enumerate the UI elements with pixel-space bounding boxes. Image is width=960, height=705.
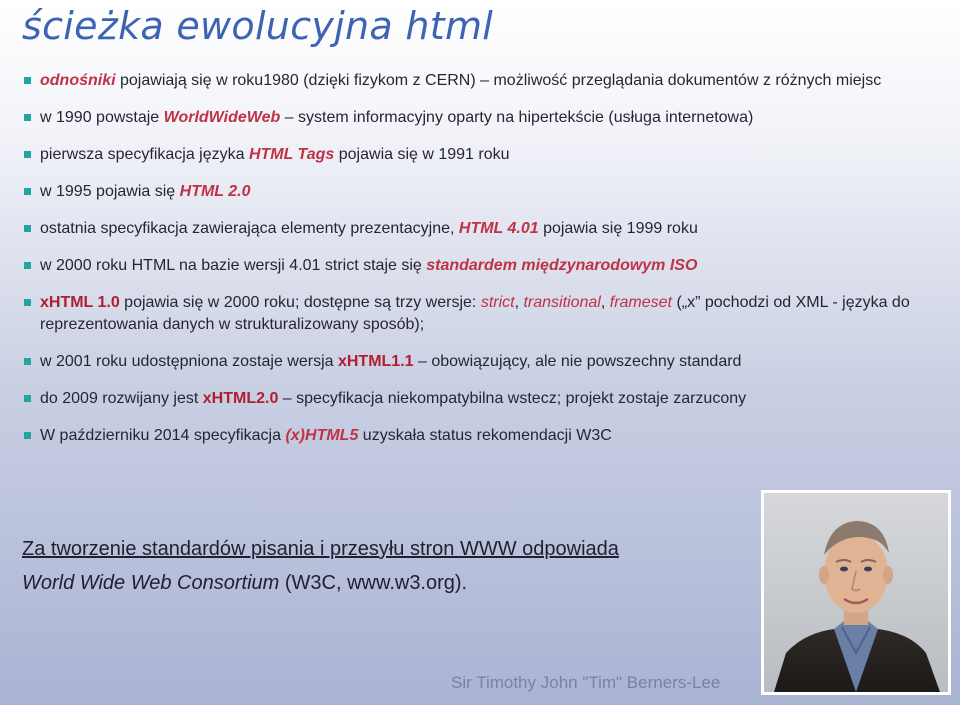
- bullet-square-icon: [24, 77, 31, 84]
- bullet-text: ostatnia specyfikacja zawierająca elementy prezentacyjne,: [40, 220, 459, 237]
- w3c-org-name: World Wide Web Consortium: [22, 572, 280, 594]
- bullet-item: [22, 181, 922, 203]
- bullet-text: w 1995 pojawia się: [40, 183, 180, 200]
- w3c-org-suffix: (W3C, www.w3.org).: [279, 572, 468, 594]
- slide-title: ścieżka ewolucyjna html: [22, 4, 494, 48]
- bullet-text: pierwsza specyfikacja języka: [40, 146, 249, 163]
- bullet-square-icon: [24, 151, 31, 158]
- strong-text: xHTML2.0: [202, 390, 279, 407]
- portrait-illustration: [764, 493, 948, 692]
- bullet-square-icon: [24, 188, 31, 195]
- bullet-item: [22, 425, 922, 447]
- bullet-text: W październiku 2014 specyfikacja: [40, 427, 286, 444]
- w3c-statement-line1: Za tworzenie standardów pisania i przesyłu stron WWW odpowiada: [22, 538, 619, 560]
- bullet-text: – specyfikacja niekompatybilna wstecz; projekt zostaje zarzucony: [278, 390, 747, 407]
- bullet-text: pojawiają się w roku1980 (dzięki fizykom z CERN) – możliwość przeglądania dokumentów z różnych miejsc: [115, 72, 882, 89]
- bullet-item: [22, 218, 922, 240]
- bullet-text: pojawia się 1999 roku: [538, 220, 698, 237]
- version-transitional: transitional: [523, 294, 601, 311]
- w3c-statement: [22, 532, 742, 600]
- portrait-photo: [761, 490, 951, 695]
- version-frameset: frameset: [609, 294, 672, 311]
- strong-text: xHTML1.1: [337, 353, 414, 370]
- version-strict: strict: [480, 294, 515, 311]
- bullet-text: – system informacyjny oparty na hipertekście (usługa internetowa): [280, 109, 754, 126]
- bullet-text: („x” pochodzi od XML - języka do reprezentowania danych w strukturalizowany sposób);: [40, 294, 910, 333]
- bullet-text: w 2000 roku HTML na bazie wersji 4.01 strict staje się: [40, 257, 427, 274]
- bullet-item: [22, 70, 922, 92]
- bullet-item: [22, 351, 922, 373]
- bullet-text: w 1990 powstaje: [40, 109, 164, 126]
- highlight-text: HTML 2.0: [179, 183, 251, 200]
- separator: ,: [514, 294, 524, 311]
- highlight-text: standardem międzynarodowym ISO: [426, 257, 698, 274]
- bullet-text: pojawia się w 1991 roku: [334, 146, 510, 163]
- bullet-square-icon: [24, 432, 31, 439]
- strong-text: xHTML 1.0: [40, 294, 120, 311]
- photo-caption: Sir Timothy John "Tim" Berners-Lee: [451, 673, 721, 692]
- separator: ,: [600, 294, 610, 311]
- bullet-text: – obowiązujący, ale nie powszechny standard: [413, 353, 742, 370]
- bullet-square-icon: [24, 395, 31, 402]
- highlight-text: (x)HTML5: [285, 427, 359, 444]
- bullet-item: [22, 144, 922, 166]
- bullet-text: uzyskała status rekomendacji W3C: [358, 427, 612, 444]
- bullet-text: do 2009 rozwijany jest: [40, 390, 203, 407]
- bullet-square-icon: [24, 299, 31, 306]
- bullet-square-icon: [24, 225, 31, 232]
- highlight-text: HTML 4.01: [458, 220, 539, 237]
- bullet-square-icon: [24, 262, 31, 269]
- bullet-text: pojawia się w 2000 roku; dostępne są trzy wersje:: [119, 294, 481, 311]
- bullet-item: [22, 292, 922, 336]
- bullet-square-icon: [24, 358, 31, 365]
- bullet-list: [22, 70, 922, 462]
- highlight-text: WorldWideWeb: [163, 109, 281, 126]
- highlight-text: odnośniki: [40, 72, 116, 89]
- bullet-square-icon: [24, 114, 31, 121]
- bullet-item: [22, 107, 922, 129]
- w3c-statement-line2: [22, 566, 742, 600]
- bullet-item: [22, 255, 922, 277]
- bullet-item: [22, 388, 922, 410]
- bullet-text: w 2001 roku udostępniona zostaje wersja: [40, 353, 338, 370]
- highlight-text: HTML Tags: [248, 146, 335, 163]
